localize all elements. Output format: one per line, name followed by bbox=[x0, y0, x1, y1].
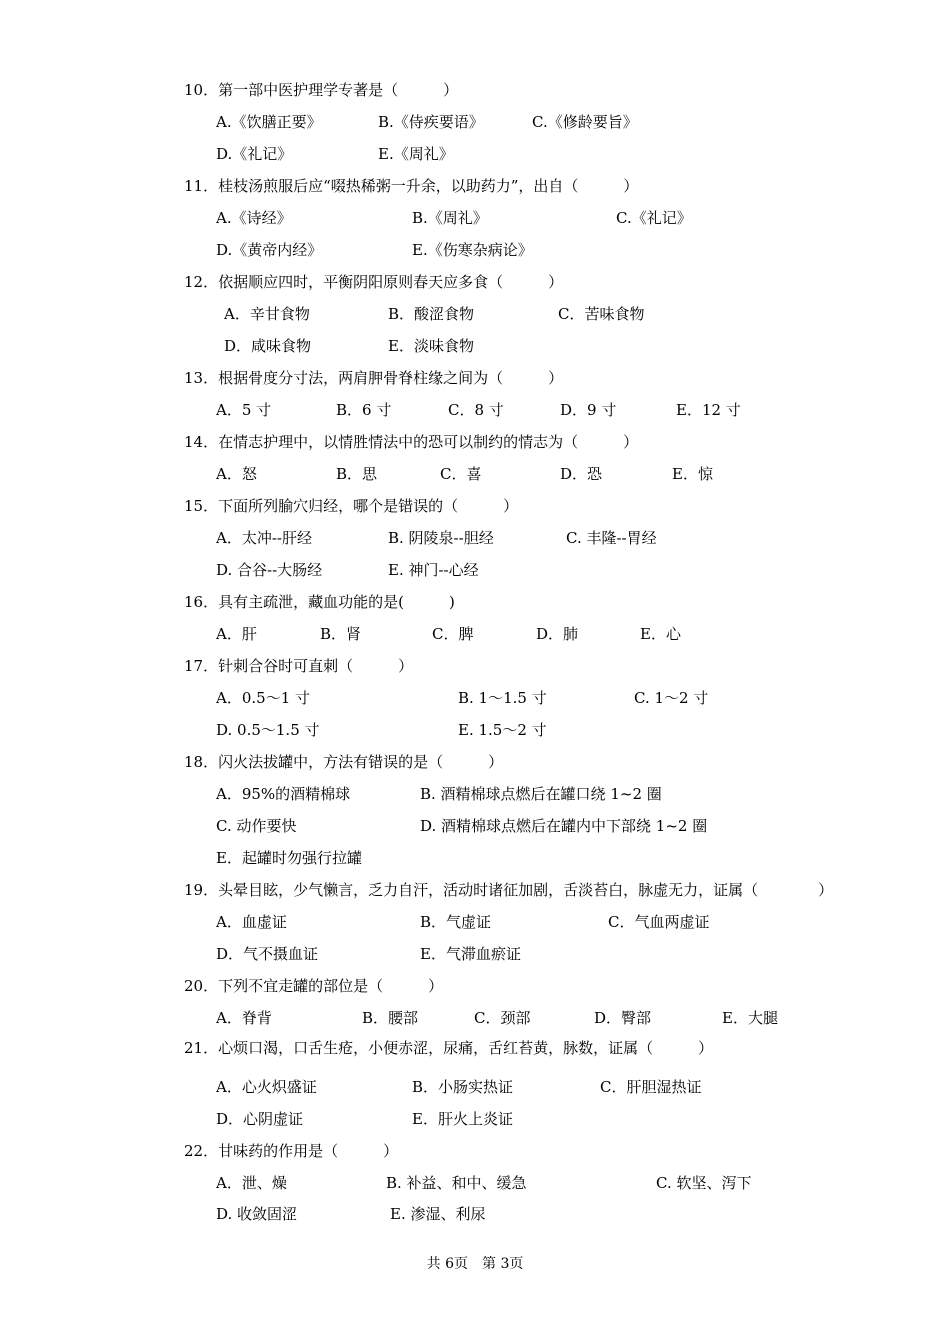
option-19-d: D．气不摄血证 bbox=[216, 945, 319, 963]
question-18: 18．闪火法拔罐中，方法有错误的是（ ） bbox=[184, 753, 504, 771]
option-12-b: B．酸涩食物 bbox=[388, 305, 475, 323]
option-19-a: A．血虚证 bbox=[216, 913, 287, 931]
option-18-e: E．起罐时勿强行拉罐 bbox=[216, 849, 362, 867]
question-13: 13．根据骨度分寸法，两肩胛骨脊柱缘之间为（ ） bbox=[184, 369, 564, 387]
question-19: 19．头晕目眩，少气懒言，乏力自汗，活动时诸征加剧，舌淡苔白，脉虚无力，证属（ ） bbox=[184, 881, 834, 899]
option-12-a: A．辛甘食物 bbox=[224, 305, 310, 323]
option-10-d: D.《礼记》 bbox=[216, 145, 293, 163]
question-21: 21．心烦口渴，口舌生疮，小便赤涩，尿痛，舌红苔黄，脉数，证属（ ） bbox=[184, 1039, 714, 1057]
option-11-d: D.《黄帝内经》 bbox=[216, 241, 323, 259]
option-13-b: B．6 寸 bbox=[336, 401, 392, 419]
option-11-a: A.《诗经》 bbox=[216, 209, 292, 227]
option-20-d: D．臀部 bbox=[594, 1009, 652, 1027]
option-21-c: C．肝胆湿热证 bbox=[600, 1078, 702, 1096]
option-17-e: E. 1.5～2 寸 bbox=[458, 721, 547, 739]
option-21-b: B．小肠实热证 bbox=[412, 1078, 514, 1096]
option-22-c: C. 软坚、泻下 bbox=[656, 1174, 752, 1192]
option-11-b: B.《周礼》 bbox=[412, 209, 488, 227]
option-16-e: E．心 bbox=[640, 625, 681, 643]
option-21-a: A．心火炽盛证 bbox=[216, 1078, 317, 1096]
option-12-d: D．咸味食物 bbox=[224, 337, 312, 355]
question-22: 22．甘味药的作用是（ ） bbox=[184, 1142, 399, 1160]
option-22-b: B. 补益、和中、缓急 bbox=[386, 1174, 527, 1192]
option-18-a: A．95%的酒精棉球 bbox=[216, 785, 351, 803]
option-14-c: C．喜 bbox=[440, 465, 482, 483]
option-11-c: C.《礼记》 bbox=[616, 209, 692, 227]
question-16: 16．具有主疏泄，藏血功能的是( ) bbox=[184, 593, 455, 611]
question-14: 14．在情志护理中，以情胜情法中的恐可以制约的情志为（ ） bbox=[184, 433, 639, 451]
option-16-d: D．肺 bbox=[536, 625, 579, 643]
option-13-c: C．8 寸 bbox=[448, 401, 504, 419]
option-11-e: E.《伤寒杂病论》 bbox=[412, 241, 533, 259]
option-19-e: E．气滞血瘀证 bbox=[420, 945, 521, 963]
option-15-e: E. 神门--心经 bbox=[388, 561, 479, 579]
option-13-e: E．12 寸 bbox=[676, 401, 741, 419]
question-17: 17．针刺合谷时可直刺（ ） bbox=[184, 657, 414, 675]
option-16-b: B．肾 bbox=[320, 625, 362, 643]
option-20-e: E．大腿 bbox=[722, 1009, 778, 1027]
option-19-b: B．气虚证 bbox=[420, 913, 492, 931]
question-11: 11．桂枝汤煎服后应“啜热稀粥一升余，以助药力”，出自（ ） bbox=[184, 177, 639, 195]
option-22-a: A．泄、燥 bbox=[216, 1174, 287, 1192]
option-17-c: C. 1～2 寸 bbox=[634, 689, 709, 707]
option-20-c: C．颈部 bbox=[474, 1009, 531, 1027]
option-20-a: A．脊背 bbox=[216, 1009, 272, 1027]
option-15-d: D. 合谷--大肠经 bbox=[216, 561, 323, 579]
question-12: 12．依据顺应四时，平衡阴阳原则春天应多食（ ） bbox=[184, 273, 564, 291]
option-18-c: C. 动作要快 bbox=[216, 817, 297, 835]
question-15: 15．下面所列腧穴归经，哪个是错误的（ ） bbox=[184, 497, 519, 515]
option-20-b: B．腰部 bbox=[362, 1009, 419, 1027]
option-17-b: B. 1～1.5 寸 bbox=[458, 689, 547, 707]
option-21-d: D．心阴虚证 bbox=[216, 1110, 304, 1128]
option-16-c: C．脾 bbox=[432, 625, 474, 643]
option-14-e: E．惊 bbox=[672, 465, 713, 483]
option-22-d: D. 收敛固涩 bbox=[216, 1205, 298, 1223]
option-21-e: E．肝火上炎证 bbox=[412, 1110, 513, 1128]
question-10: 10．第一部中医护理学专著是（ ） bbox=[184, 81, 459, 99]
option-18-b: B. 酒精棉球点燃后在罐口绕 1~2 圈 bbox=[420, 785, 662, 803]
option-15-c: C. 丰隆--胃经 bbox=[566, 529, 657, 547]
option-14-d: D．恐 bbox=[560, 465, 603, 483]
option-14-b: B．思 bbox=[336, 465, 378, 483]
option-10-c: C.《修龄要旨》 bbox=[532, 113, 638, 131]
question-20: 20．下列不宜走罐的部位是（ ） bbox=[184, 977, 444, 995]
option-22-e: E. 渗湿、利尿 bbox=[390, 1205, 486, 1223]
option-17-a: A．0.5～1 寸 bbox=[216, 689, 310, 707]
option-10-b: B.《侍疾要语》 bbox=[378, 113, 484, 131]
option-13-a: A．5 寸 bbox=[216, 401, 272, 419]
option-12-e: E．淡味食物 bbox=[388, 337, 474, 355]
option-19-c: C．气血两虚证 bbox=[608, 913, 710, 931]
option-15-b: B. 阴陵泉--胆经 bbox=[388, 529, 494, 547]
option-14-a: A．怒 bbox=[216, 465, 257, 483]
option-15-a: A．太冲--肝经 bbox=[216, 529, 312, 547]
option-18-d: D. 酒精棉球点燃后在罐内中下部绕 1~2 圈 bbox=[420, 817, 708, 835]
option-10-e: E.《周礼》 bbox=[378, 145, 454, 163]
option-13-d: D．9 寸 bbox=[560, 401, 617, 419]
page-footer: 共 6页 第 3页 bbox=[426, 1256, 524, 1272]
option-17-d: D. 0.5～1.5 寸 bbox=[216, 721, 320, 739]
option-10-a: A.《饮膳正要》 bbox=[216, 113, 322, 131]
option-16-a: A．肝 bbox=[216, 625, 257, 643]
option-12-c: C．苦味食物 bbox=[558, 305, 645, 323]
